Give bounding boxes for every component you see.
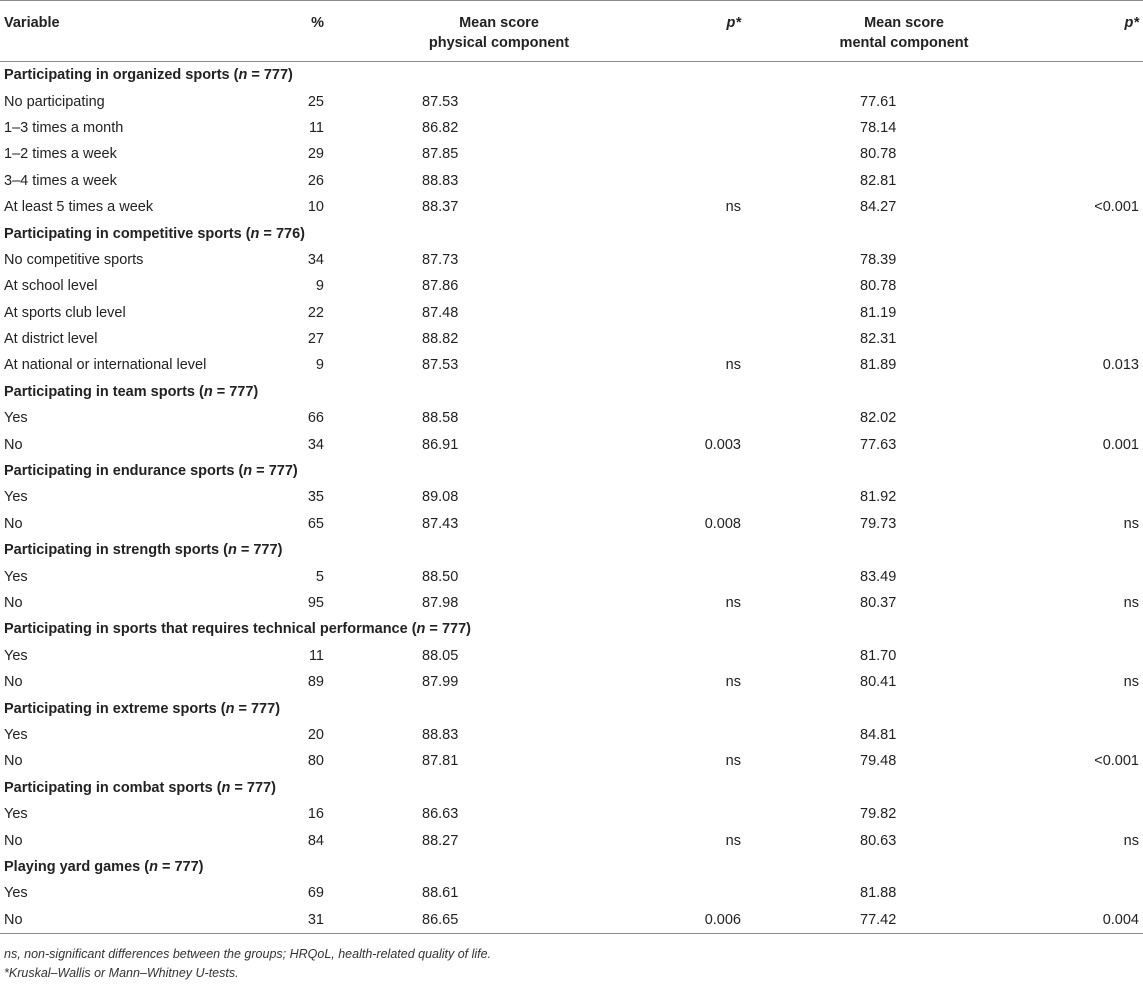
row-percent: 25 <box>307 93 324 110</box>
row-label: No competitive sports <box>4 251 144 268</box>
row-label: Yes <box>4 885 28 902</box>
row-p-physical <box>670 722 745 748</box>
row-p-mental <box>1063 115 1143 141</box>
row-p-mental <box>1063 326 1143 352</box>
row-physical-score: 88.37 <box>422 199 459 216</box>
table-row <box>0 273 1143 299</box>
col-header-physical <box>328 1 670 62</box>
section-n-value: 777 <box>268 463 293 480</box>
section-title-text: Participating in extreme sports <box>4 700 217 717</box>
table-row <box>0 748 1143 774</box>
row-p-physical <box>670 643 745 669</box>
section-title: Participating in organized sports (n = 777) <box>4 67 293 84</box>
section-header-row <box>0 695 1143 721</box>
row-label: Yes <box>4 568 28 585</box>
section-n-value: 777 <box>250 700 276 717</box>
row-label: No <box>4 753 23 770</box>
header-row <box>0 1 1143 62</box>
row-mental-score: 78.14 <box>860 119 897 136</box>
col-header-mental <box>745 1 1063 62</box>
row-mental-score: 81.70 <box>860 647 897 664</box>
section-title: Playing yard games (n = 777) <box>4 858 204 875</box>
table-row <box>0 115 1143 141</box>
table-row <box>0 88 1143 114</box>
table-row <box>0 801 1143 827</box>
row-percent: 34 <box>307 436 324 453</box>
col-header-mental-line2: mental component <box>839 35 969 51</box>
row-percent: 34 <box>307 251 324 268</box>
section-title: Participating in sports that requires technical performance (n = 777) <box>4 621 471 638</box>
row-mental-score: 82.81 <box>860 172 897 189</box>
n-symbol: n <box>238 67 248 84</box>
row-label: No <box>4 515 23 532</box>
row-p-physical: 0.003 <box>704 436 741 453</box>
section-title-text: Participating in strength sports <box>4 542 220 559</box>
row-p-physical <box>670 300 745 326</box>
row-percent: 31 <box>307 911 324 928</box>
table-row <box>0 194 1143 220</box>
row-label: No participating <box>4 93 105 110</box>
row-label: Yes <box>4 489 28 506</box>
row-p-mental: ns <box>1123 674 1139 691</box>
col-header-p1: p* <box>726 15 741 31</box>
section-header-row <box>0 775 1143 801</box>
row-percent: 9 <box>315 278 324 295</box>
section-title: Participating in extreme sports (n = 777) <box>4 700 281 717</box>
row-physical-score: 88.83 <box>422 172 459 189</box>
row-label: At school level <box>4 278 98 295</box>
row-p-physical: ns <box>725 832 741 849</box>
footnote-abbreviations: ns, non-significant differences between the groups; HRQoL, health-related quality of life. <box>4 946 492 961</box>
row-label: No <box>4 595 23 611</box>
row-mental-score: 79.82 <box>860 806 897 823</box>
section-header-row <box>0 458 1143 484</box>
row-p-mental <box>1063 168 1143 194</box>
row-percent: 89 <box>307 674 324 691</box>
row-p-mental <box>1063 141 1143 167</box>
row-p-mental: <0.001 <box>1094 199 1139 216</box>
row-mental-score: 80.63 <box>860 832 897 849</box>
row-p-mental <box>1063 405 1143 431</box>
row-mental-score: 77.61 <box>860 93 897 110</box>
section-header-row <box>0 379 1143 405</box>
table-row <box>0 352 1143 378</box>
section-title-text: Participating in endurance sports <box>4 463 235 480</box>
table-row <box>0 405 1143 431</box>
table-row <box>0 563 1143 589</box>
table-row <box>0 722 1143 748</box>
row-mental-score: 81.19 <box>860 304 897 321</box>
row-mental-score: 77.63 <box>860 436 897 453</box>
row-physical-score: 88.61 <box>422 885 459 902</box>
row-p-physical <box>670 801 745 827</box>
row-percent: 11 <box>308 647 324 664</box>
row-percent: 16 <box>307 806 324 823</box>
row-label: No <box>4 674 23 691</box>
section-header-row <box>0 220 1143 246</box>
row-mental-score: 84.81 <box>860 726 897 743</box>
n-symbol: n <box>149 858 158 875</box>
row-label: No <box>4 436 23 453</box>
section-header-row <box>0 62 1143 89</box>
section-n-value: 777 <box>263 67 289 84</box>
row-p-physical <box>670 563 745 589</box>
section-title: Participating in endurance sports (n = 777) <box>4 463 298 480</box>
row-label: At sports club level <box>4 304 126 321</box>
row-physical-score: 87.73 <box>422 251 459 268</box>
section-title-text: Participating in combat sports <box>4 779 213 796</box>
row-mental-score: 80.78 <box>860 278 897 295</box>
n-symbol: n <box>221 779 231 796</box>
row-label: At national or international level <box>4 357 207 374</box>
section-title-text: Participating in team sports <box>4 383 195 400</box>
section-title-text: Participating in sports that requires technical performance <box>4 621 408 638</box>
row-p-physical: ns <box>725 357 741 374</box>
row-physical-score: 87.81 <box>422 753 459 770</box>
row-percent: 65 <box>307 515 324 532</box>
row-p-mental <box>1063 563 1143 589</box>
row-p-physical: 0.006 <box>704 911 741 928</box>
row-percent: 80 <box>307 753 324 770</box>
row-p-physical <box>670 880 745 906</box>
row-physical-score: 87.48 <box>422 304 459 321</box>
row-percent: 26 <box>307 172 324 189</box>
row-label: No <box>4 832 23 849</box>
table-row <box>0 907 1143 934</box>
row-p-mental: 0.004 <box>1102 911 1139 928</box>
row-physical-score: 88.05 <box>422 647 459 664</box>
row-physical-score: 88.58 <box>422 410 459 427</box>
row-mental-score: 79.73 <box>860 515 897 532</box>
row-p-mental <box>1063 801 1143 827</box>
n-symbol: n <box>203 383 213 400</box>
table-row <box>0 880 1143 906</box>
row-percent: 9 <box>315 357 324 374</box>
row-p-physical <box>670 484 745 510</box>
table-row <box>0 669 1143 695</box>
row-p-physical <box>670 141 745 167</box>
row-p-mental: ns <box>1123 595 1139 611</box>
row-p-physical <box>670 405 745 431</box>
section-title: Participating in strength sports (n = 777) <box>4 542 283 559</box>
row-physical-score: 86.65 <box>422 911 459 928</box>
row-mental-score: 81.88 <box>860 885 897 902</box>
section-header-row <box>0 537 1143 563</box>
row-p-physical <box>670 88 745 114</box>
row-p-physical <box>670 273 745 299</box>
row-label: 1–2 times a week <box>4 146 117 163</box>
table-row <box>0 247 1143 273</box>
row-percent: 22 <box>307 304 324 321</box>
row-percent: 29 <box>307 146 324 163</box>
section-title: Participating in team sports (n = 777) <box>4 383 259 400</box>
row-mental-score: 82.02 <box>860 410 897 427</box>
row-p-mental <box>1063 643 1143 669</box>
row-percent: 5 <box>315 568 324 585</box>
row-p-mental: ns <box>1123 515 1139 532</box>
row-physical-score: 87.85 <box>422 146 459 163</box>
table-row <box>0 511 1143 537</box>
row-percent: 27 <box>307 331 324 348</box>
row-label: No <box>4 911 23 928</box>
row-p-physical: ns <box>725 674 741 691</box>
row-p-mental: <0.001 <box>1094 753 1139 770</box>
row-physical-score: 87.99 <box>422 674 459 691</box>
row-p-mental <box>1063 722 1143 748</box>
section-header-row <box>0 854 1143 880</box>
col-header-physical-line1: Mean score <box>459 15 539 31</box>
row-percent: 35 <box>307 489 324 506</box>
row-percent: 10 <box>307 199 324 216</box>
section-title: Participating in combat sports (n = 777) <box>4 779 276 796</box>
table-row <box>0 168 1143 194</box>
row-label: At least 5 times a week <box>4 199 154 216</box>
footnote-tests: *Kruskal–Wallis or Mann–Whitney U-tests. <box>4 965 239 980</box>
row-mental-score: 80.78 <box>860 146 897 163</box>
row-mental-score: 78.39 <box>860 251 897 268</box>
table-row <box>0 590 1143 616</box>
row-p-mental <box>1063 300 1143 326</box>
row-physical-score: 87.53 <box>422 357 459 374</box>
row-label: 1–3 times a month <box>4 119 124 136</box>
table-row <box>0 484 1143 510</box>
row-physical-score: 87.43 <box>422 515 459 532</box>
section-n-value: 777 <box>441 621 467 638</box>
row-mental-score: 81.92 <box>860 489 897 506</box>
row-percent: 20 <box>307 726 324 743</box>
row-p-physical <box>670 247 745 273</box>
row-p-physical <box>670 115 745 141</box>
row-p-mental <box>1063 247 1143 273</box>
section-title-text: Playing yard games <box>4 858 141 875</box>
row-mental-score: 84.27 <box>860 199 897 216</box>
row-p-mental <box>1063 484 1143 510</box>
row-physical-score: 87.98 <box>422 595 459 611</box>
row-physical-score: 86.91 <box>422 436 459 453</box>
row-p-physical <box>670 168 745 194</box>
row-percent: 66 <box>307 410 324 427</box>
row-percent: 11 <box>308 119 324 136</box>
section-n-value: 777 <box>253 542 278 559</box>
row-label: Yes <box>4 647 28 664</box>
row-percent: 95 <box>307 595 324 611</box>
row-p-physical: 0.008 <box>704 515 741 532</box>
section-n-value: 777 <box>246 779 272 796</box>
table-row <box>0 326 1143 352</box>
section-n-value: 777 <box>229 383 254 400</box>
row-physical-score: 88.50 <box>422 568 459 585</box>
row-physical-score: 88.82 <box>422 331 459 348</box>
row-physical-score: 86.82 <box>422 119 459 136</box>
row-label: Yes <box>4 806 28 823</box>
row-label: Yes <box>4 726 28 743</box>
row-p-mental: 0.001 <box>1102 436 1139 453</box>
row-p-physical: ns <box>725 595 741 611</box>
row-mental-score: 79.48 <box>860 753 897 770</box>
row-physical-score: 89.08 <box>422 489 459 506</box>
n-symbol: n <box>243 463 253 480</box>
section-title-text: Participating in organized sports <box>4 67 230 84</box>
table-row <box>0 643 1143 669</box>
n-symbol: n <box>250 225 260 242</box>
row-mental-score: 80.41 <box>860 674 897 691</box>
row-percent: 84 <box>307 832 324 849</box>
table-row <box>0 300 1143 326</box>
row-p-mental: 0.013 <box>1102 357 1139 374</box>
row-physical-score: 86.63 <box>422 806 459 823</box>
row-p-physical: ns <box>725 199 741 216</box>
table-row <box>0 431 1143 457</box>
section-header-row <box>0 616 1143 642</box>
col-header-variable: Variable <box>4 15 60 31</box>
row-p-mental <box>1063 273 1143 299</box>
section-title: Participating in competitive sports (n = 776) <box>4 225 305 242</box>
col-header-physical-line2: physical component <box>428 35 570 51</box>
row-p-mental <box>1063 88 1143 114</box>
row-p-mental <box>1063 880 1143 906</box>
row-mental-score: 83.49 <box>860 568 897 585</box>
row-physical-score: 88.83 <box>422 726 459 743</box>
row-label: 3–4 times a week <box>4 172 117 189</box>
row-p-physical <box>670 326 745 352</box>
table-body <box>0 62 1143 934</box>
row-label: At district level <box>4 331 98 348</box>
section-n-value: 777 <box>174 858 199 875</box>
row-physical-score: 87.53 <box>422 93 459 110</box>
row-percent: 69 <box>307 885 324 902</box>
col-header-percent: % <box>311 15 324 31</box>
row-mental-score: 82.31 <box>860 331 897 348</box>
n-symbol: n <box>225 700 235 717</box>
table-header <box>0 1 1143 62</box>
section-n-value: 776 <box>275 225 301 242</box>
n-symbol: n <box>227 542 237 559</box>
row-mental-score: 81.89 <box>860 357 897 374</box>
col-header-p2: p* <box>1124 15 1139 31</box>
row-mental-score: 80.37 <box>860 595 897 611</box>
row-label: Yes <box>4 410 28 427</box>
col-header-mental-line1: Mean score <box>864 15 944 31</box>
row-mental-score: 77.42 <box>860 911 897 928</box>
table-row <box>0 827 1143 853</box>
n-symbol: n <box>416 621 426 638</box>
row-physical-score: 88.27 <box>422 832 459 849</box>
row-p-mental: ns <box>1123 832 1139 849</box>
section-title-text: Participating in competitive sports <box>4 225 242 242</box>
row-p-physical: ns <box>725 753 741 770</box>
row-physical-score: 87.86 <box>422 278 459 295</box>
table-row <box>0 141 1143 167</box>
